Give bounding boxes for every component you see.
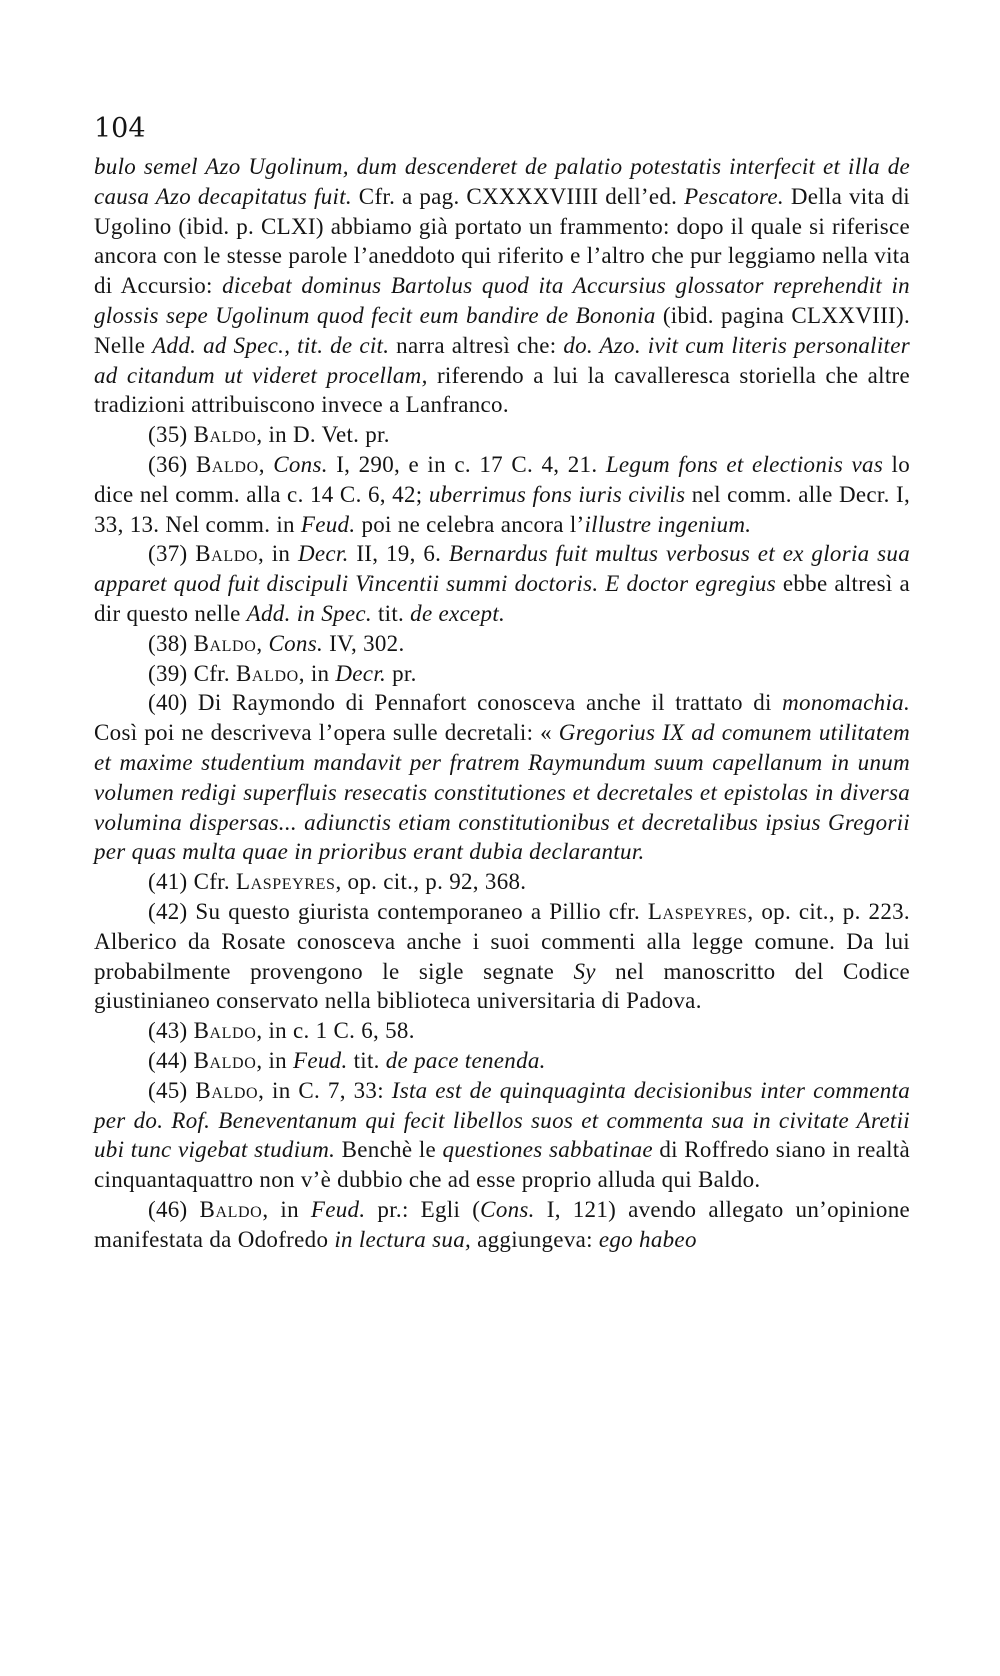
italic-text: Cons. — [268, 630, 324, 656]
text-run: Cfr. a pag. CXXXXVIIII dell’ed. — [351, 183, 685, 209]
author-name: Baldo — [195, 1077, 259, 1103]
italic-text: Sy — [573, 958, 596, 984]
text-run: (41) Cfr. — [148, 869, 236, 895]
author-name: Baldo — [193, 630, 257, 656]
footnote-n36 — [94, 450, 910, 539]
text-run: , in — [298, 660, 336, 686]
text-run: (46) — [148, 1196, 200, 1222]
author-name: Laspeyres — [647, 898, 748, 924]
text-run: tit. — [347, 1047, 386, 1073]
text-run: Benchè le — [335, 1137, 443, 1163]
text-run: ebbe altresì a dir questo nelle — [94, 571, 910, 626]
text-run: , in c. 1 C. 6, 58. — [256, 1018, 415, 1044]
author-name: Baldo — [195, 541, 258, 567]
text-run: , in C. 7, 33: — [258, 1077, 392, 1103]
text-run: narra altresì che: — [389, 332, 564, 358]
text-run: , op. cit., p. 223. Alberico da Rosate conosceva anche i suoi commenti alla legge comune. Da lui probabilmente provengono le sigle segnate — [94, 898, 910, 984]
text-run: aggiungeva: — [471, 1226, 599, 1252]
page-number: 104 — [94, 113, 146, 144]
text-run: (38) — [148, 630, 194, 656]
italic-text: do. Azo. ivit cum literis personaliter ad citandum ut videret procellam, — [94, 332, 911, 388]
text-run: IV, 302. — [323, 630, 405, 656]
italic-text: Cons. — [480, 1196, 535, 1222]
italic-text: ego habeo — [598, 1226, 697, 1252]
author-name: Baldo — [193, 1047, 257, 1073]
footnote-n46 — [94, 1195, 910, 1255]
text-run: lo dice nel comm. alla c. 14 C. 6, 42; — [94, 451, 910, 507]
footnote-n35 — [94, 420, 910, 450]
italic-text: Pescatore. — [684, 183, 784, 209]
text-run: I, 121) avendo allegato un’opinione manifestata da Odofredo — [94, 1196, 911, 1252]
italic-text: de except. — [410, 600, 506, 626]
italic-text: Decr. — [335, 660, 387, 686]
italic-text: Decr. — [297, 541, 349, 567]
text-run: , in — [262, 1196, 311, 1222]
text-run: (45) — [148, 1077, 196, 1103]
text-run: riferendo a lui la cavalleresca storiella che altre tradizioni attribuiscono invece a Lanfranco. — [94, 362, 910, 418]
text-run: (43) — [148, 1018, 194, 1044]
text-run: poi ne celebra ancora l’ — [355, 511, 585, 537]
text-run: pr.: Egli ( — [365, 1196, 481, 1222]
text-run: II, 19, 6. — [348, 541, 449, 567]
italic-text: Gregorius IX ad comunem utilitatem et maxime studentium mandavit per fratrem Raymundum suum capellanum in unum volumen redigi superfluis resecatis constitutiones et decretales et epistolas in diversa volumina dispersas... adiunctis etiam constitutionibus et decretalibus ipsius Gregorii per quas multa quae in prioribus erant dubia declarantur. — [94, 720, 910, 865]
text-run: I, 290, e in c. 17 C. 4, 21. — [327, 451, 606, 477]
text-run: nel comm. alle Decr. I, 33, 13. Nel comm. in — [94, 481, 910, 537]
text-run: di Roffredo siano in realtà cinquantaquattro non v’è dubbio che ad esse proprio alluda qui Baldo. — [94, 1137, 911, 1193]
footnote-n45 — [94, 1076, 910, 1195]
footnote-n38 — [94, 629, 910, 659]
text-run: (ibid. pagina CLXXVIII). Nelle — [94, 302, 910, 358]
italic-text: Add. in Spec. — [246, 600, 372, 626]
text-run: (37) — [148, 541, 196, 567]
text-run: nel manoscritto del Codice giustinianeo conservato nella biblioteca universitaria di Padova. — [94, 958, 910, 1014]
footnote-n39 — [94, 659, 910, 689]
italic-text: uberrimus fons iuris civilis — [428, 481, 686, 507]
author-name: Baldo — [193, 1018, 257, 1044]
italic-text: Feud. — [293, 1047, 348, 1073]
italic-text: Add. ad Spec., tit. de cit. — [152, 332, 390, 358]
text-run: pr. — [386, 660, 417, 686]
footnote-n42 — [94, 897, 910, 1016]
text-run: (44) — [148, 1047, 194, 1073]
italic-text: Bernardus fuit multus verbosus et ex gloria sua apparet quod fuit discipuli Vincentii summi doctoris. E doctor egregius — [94, 541, 910, 597]
text-run: , — [256, 630, 269, 656]
italic-text: in lectura sua, — [334, 1226, 472, 1252]
text-run: (40) Di Raymondo di Pennafort conosceva anche il trattato di — [148, 690, 783, 716]
footnote-n40 — [94, 688, 910, 867]
italic-text: Feud. — [300, 511, 356, 537]
footnote-n41 — [94, 867, 910, 897]
author-name: Baldo — [199, 1196, 263, 1222]
footnote-n43 — [94, 1016, 910, 1046]
italic-text: bulo semel Azo Ugolinum, dum descenderet de palatio potestatis interfecit et illa de causa Azo decapitatus fuit. — [94, 154, 910, 209]
author-name: Baldo — [195, 451, 259, 477]
author-name: Baldo — [235, 660, 299, 686]
italic-text: monomachia. — [782, 690, 910, 716]
italic-text: Cons. — [273, 451, 328, 477]
italic-text: Legum fons et electionis vas — [605, 451, 884, 477]
text-run: (42) Su questo giurista contemporaneo a Pillio cfr. — [148, 898, 648, 924]
text-run: , — [258, 451, 274, 477]
italic-text: Feud. — [310, 1196, 366, 1222]
italic-text: de pace tenenda. — [385, 1047, 546, 1073]
footnote-continuation — [94, 152, 910, 420]
italic-text: illustre ingenium. — [584, 511, 752, 537]
text-run: (36) — [148, 451, 196, 477]
text-run: , in — [258, 541, 298, 567]
text-run: , op. cit., p. 92, 368. — [335, 869, 527, 895]
text-run: , in — [256, 1047, 293, 1073]
text-run: tit. — [371, 600, 411, 626]
text-run: , in D. Vet. pr. — [256, 422, 390, 448]
text-run: (39) Cfr. — [148, 660, 236, 686]
footnote-n37 — [94, 539, 910, 628]
author-name: Baldo — [193, 422, 257, 448]
italic-text: dicebat dominus Bartolus quod ita Accursius glossator reprehendit in glossis sepe Ugolinum quod fecit eum bandire de Bononia — [94, 273, 910, 328]
text-run: Della vita di Ugolino (ibid. p. CLXI) abbiamo già portato un frammento: dopo il quale si riferisce ancora con le stesse parole l’aneddoto qui riferito e l’altro che pur leggiamo nella vita di Accursio: — [94, 183, 910, 299]
italic-text: questiones sabbatinae — [442, 1137, 653, 1163]
italic-text: Ista est de quinquaginta decisionibus inter commenta per do. Rof. Beneventanum qui fecit libellos suos et commenta sua in civitate Aretii ubi tunc vigebat studium. — [94, 1077, 910, 1163]
text-run: Così poi ne descriveva l’opera sulle decretali: « — [94, 720, 559, 746]
footnote-n44 — [94, 1046, 910, 1076]
text-run: (35) — [148, 422, 194, 448]
author-name: Laspeyres — [235, 869, 336, 895]
footnotes-text — [94, 152, 910, 1254]
